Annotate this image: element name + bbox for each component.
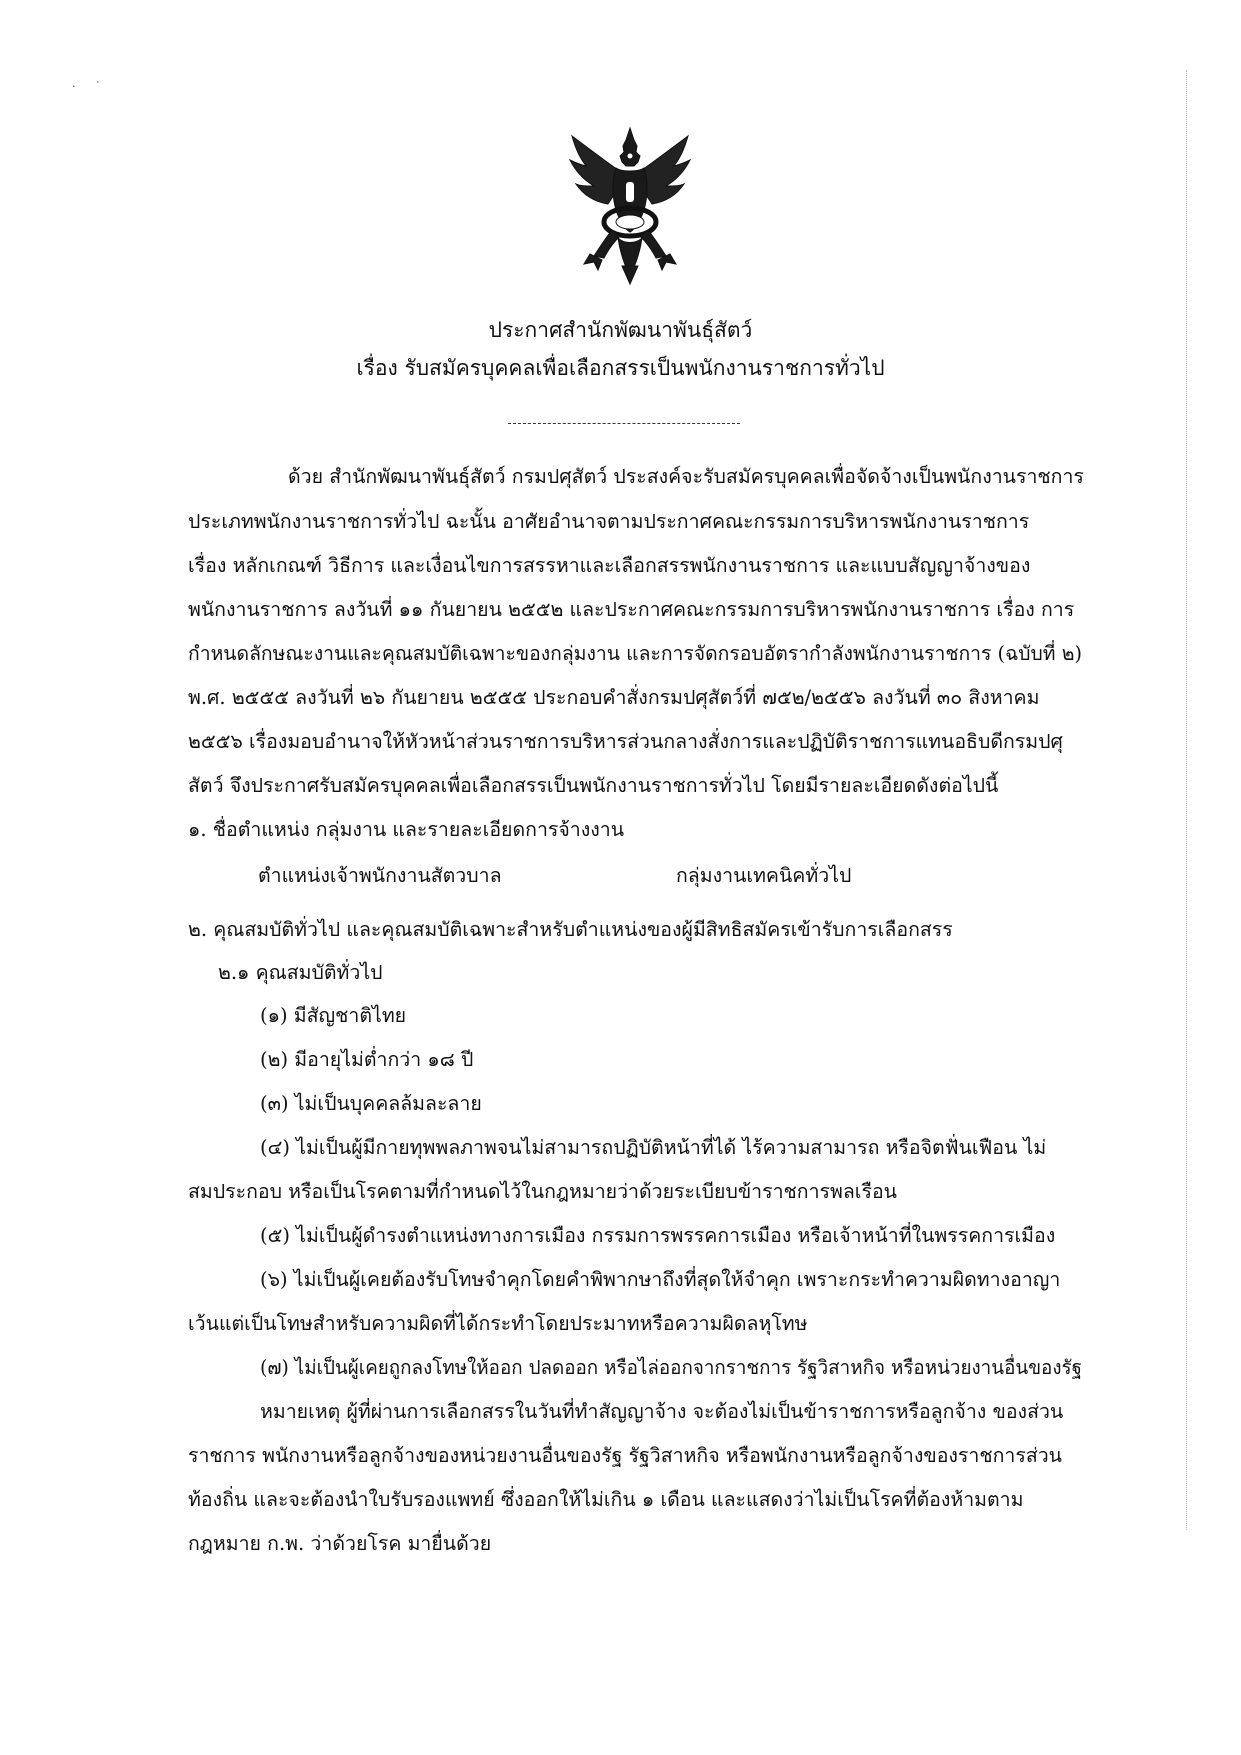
- intro-line-4: พนักงานราชการ ลงวันที่ ๑๑ กันยายน ๒๕๕๒ และประกาศคณะกรรมการบริหารพนักงานราชการ เรื่อง การ: [188, 598, 1075, 621]
- section-2-heading: ๒. คุณสมบัติทั่วไป และคุณสมบัติเฉพาะสำหรับตำแหน่งของผู้มีสิทธิสมัครเข้ารับการเลือกสรร: [188, 918, 953, 941]
- intro-line-7: ๒๕๕๖ เรื่องมอบอำนาจให้หัวหน้าส่วนราชการบริหารส่วนกลางสั่งการและปฏิบัติราชการแทนอธิบดีกรมปศุ: [188, 730, 1063, 753]
- qualification-item-7: (๗) ไม่เป็นผู้เคยถูกลงโทษให้ออก ปลดออก หรือไล่ออกจากราชการ รัฐวิสาหกิจ หรือหน่วยงานอื่นของรัฐ: [260, 1356, 1082, 1379]
- intro-line-3: เรื่อง หลักเกณฑ์ วิธีการ และเงื่อนไขการสรรหาและเลือกสรรพนักงานราชการ และแบบสัญญาจ้างของ: [188, 554, 1031, 577]
- remark-line-1: หมายเหตุ ผู้ที่ผ่านการเลือกสรรในวันที่ทำสัญญาจ้าง จะต้องไม่เป็นข้าราชการหรือลูกจ้าง ของส่วน: [260, 1400, 1064, 1423]
- intro-line-2: ประเภทพนักงานราชการทั่วไป ฉะนั้น อาศัยอำนาจตามประกาศคณะกรรมการบริหารพนักงานราชการ: [188, 510, 1030, 533]
- qualification-item-3: (๓) ไม่เป็นบุคคลล้มละลาย: [260, 1092, 482, 1115]
- intro-line-6: พ.ศ. ๒๕๕๕ ลงวันที่ ๒๖ กันยายน ๒๕๕๕ ประกอบคำสั่งกรมปศุสัตว์ที่ ๗๕๒/๒๕๕๖ ลงวันที่ ๓๐ สิงหาคม: [188, 686, 1040, 709]
- qualification-item-1: (๑) มีสัญชาติไทย: [260, 1004, 407, 1027]
- position-name: ตำแหน่งเจ้าพนักงานสัตวบาล: [258, 864, 502, 887]
- announcement-subject: เรื่อง รับสมัครบุคคลเพื่อเลือกสรรเป็นพนักงานราชการทั่วไป: [356, 356, 885, 380]
- qualification-item-4-line-2: สมประกอบ หรือเป็นโรคตามที่กำหนดไว้ในกฎหมายว่าด้วยระเบียบข้าราชการพลเรือน: [188, 1180, 897, 1203]
- title-divider: [508, 423, 740, 424]
- scan-specks: · ˙: [72, 80, 109, 93]
- intro-line-5: กำหนดลักษณะงานและคุณสมบัติเฉพาะของกลุ่มงาน และการจัดกรอบอัตรากำลังพนักงานราชการ (ฉบับที่ ๒): [188, 642, 1082, 665]
- qualification-item-2: (๒) มีอายุไม่ต่ำกว่า ๑๘ ปี: [260, 1048, 474, 1071]
- garuda-emblem: [568, 126, 692, 286]
- remark-line-3: ท้องถิ่น และจะต้องนำใบรับรองแพทย์ ซึ่งออกให้ไม่เกิน ๑ เดือน และแสดงว่าไม่เป็นโรคที่ต้องห้ามตาม: [188, 1488, 1024, 1511]
- section-1-heading: ๑. ชื่อตำแหน่ง กลุ่มงาน และรายละเอียดการจ้างงาน: [188, 818, 625, 841]
- remark-line-2: ราชการ พนักงานหรือลูกจ้างของหน่วยงานอื่นของรัฐ รัฐวิสาหกิจ หรือพนักงานหรือลูกจ้างของราชการส่วน: [188, 1444, 1063, 1467]
- section-2-1-heading: ๒.๑ คุณสมบัติทั่วไป: [218, 961, 383, 984]
- scan-edge-line: [1186, 70, 1187, 1530]
- announcement-title: ประกาศสำนักพัฒนาพันธุ์สัตว์: [488, 318, 753, 342]
- position-group: กลุ่มงานเทคนิคทั่วไป: [676, 864, 852, 887]
- intro-line-1: ด้วย สำนักพัฒนาพันธุ์สัตว์ กรมปศุสัตว์ ประสงค์จะรับสมัครบุคคลเพื่อจัดจ้างเป็นพนักงานราชการ: [288, 465, 1084, 488]
- remark-line-4: กฎหมาย ก.พ. ว่าด้วยโรค มายื่นด้วย: [188, 1532, 492, 1555]
- qualification-item-4-line-1: (๔) ไม่เป็นผู้มีกายทุพพลภาพจนไม่สามารถปฏิบัติหน้าที่ได้ ไร้ความสามารถ หรือจิตฟั่นเฟือน ไม่: [260, 1136, 1047, 1159]
- intro-line-8: สัตว์ จึงประกาศรับสมัครบุคคลเพื่อเลือกสรรเป็นพนักงานราชการทั่วไป โดยมีรายละเอียดดังต่อไปนี้: [188, 774, 999, 797]
- qualification-item-5: (๕) ไม่เป็นผู้ดำรงตำแหน่งทางการเมือง กรรมการพรรคการเมือง หรือเจ้าหน้าที่ในพรรคการเมือง: [260, 1224, 1056, 1247]
- qualification-item-6-line-1: (๖) ไม่เป็นผู้เคยต้องรับโทษจำคุกโดยคำพิพากษาถึงที่สุดให้จำคุก เพราะกระทำความผิดทางอาญา: [260, 1268, 1061, 1291]
- qualification-item-6-line-2: เว้นแต่เป็นโทษสำหรับความผิดที่ได้กระทำโดยประมาทหรือความผิดลหุโทษ: [188, 1312, 808, 1335]
